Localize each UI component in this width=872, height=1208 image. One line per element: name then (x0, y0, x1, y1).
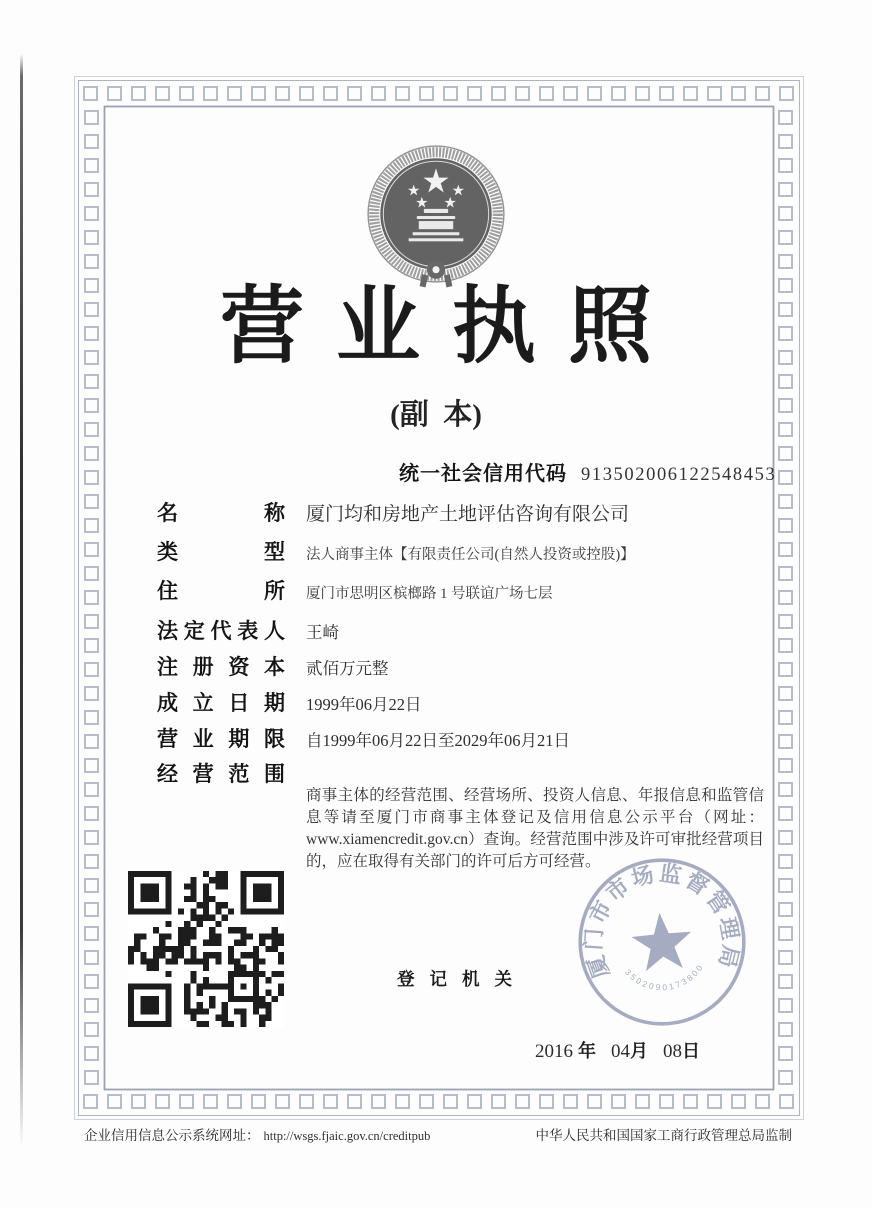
field-value-company-name: 厦门均和房地产土地评估咨询有限公司 (306, 504, 630, 525)
field-row-business-term (157, 727, 782, 752)
field-row-address (157, 580, 782, 604)
field-row-establish-date (157, 691, 782, 716)
field-value-entity-type: 法人商事主体【有限责任公司(自然人投资或控股)】 (306, 547, 635, 563)
issue-date-year: 2016 (535, 1041, 573, 1062)
license-fields (157, 499, 782, 884)
field-row-legal-representative (157, 619, 782, 644)
field-label-legal-representative: 法定代表人 (157, 620, 285, 643)
footer (84, 1124, 792, 1144)
credit-code-value: 913502006122548453 (581, 465, 777, 485)
registration-authority-label: 登记机关 (397, 969, 527, 989)
footer-site-label: 企业信用信息公示系统网址： (84, 1128, 260, 1143)
field-value-registered-capital: 贰佰万元整 (306, 659, 389, 678)
field-value-address: 厦门市思明区槟榔路 1 号联谊广场七层 (306, 586, 553, 602)
field-value-business-scope-note: 商事主体的经营范围、经营场所、投资人信息、年报信息和监管信息等请至厦门市商事主体登记及信用信息公示平台（网址：www.xiamencredit.gov.cn）查询。经营范围中涉及许可审批经营项目的，应在取得有关部门的许可后方可经营。 (306, 787, 764, 870)
field-label-business-term: 营业期限 (157, 728, 285, 751)
field-label-name: 名称 (157, 502, 285, 525)
field-label-type: 类型 (157, 541, 285, 564)
credit-code-label: 统一社会信用代码 (399, 463, 567, 485)
seal-text: 厦门市市场监督管理局 (580, 860, 744, 982)
field-label-registered-capital: 注册资本 (157, 656, 285, 679)
field-label-business-scope: 经营范围 (157, 763, 285, 786)
qr-code (128, 871, 284, 1027)
document-title: 营业执照 (219, 279, 684, 373)
official-seal (576, 856, 748, 1028)
issue-date-month: 04 (611, 1041, 631, 1062)
field-value-legal-representative: 王崎 (306, 623, 339, 642)
field-value-business-term: 自1999年06月22日至2029年06月21日 (306, 731, 570, 750)
field-row-registered-capital (157, 655, 782, 680)
field-value-establish-date: 1999年06月22日 (306, 695, 422, 714)
seal-star-icon (630, 910, 695, 972)
issue-date-day-label: 日 (682, 1041, 701, 1061)
credit-code-line (399, 457, 776, 486)
issue-date-year-label: 年 (578, 1041, 597, 1061)
issue-date-month-label: 月 (630, 1041, 649, 1061)
prc-national-emblem-icon (360, 140, 512, 292)
svg-text:3502090173800 (623, 961, 708, 996)
field-row-name (157, 499, 782, 526)
seal-code: 3502090173800 (623, 961, 706, 993)
issue-date-day: 08 (663, 1041, 683, 1062)
issue-date (535, 1037, 700, 1063)
field-label-address: 住所 (157, 580, 285, 603)
footer-site-url: http://wsgs.fjaic.gov.cn/creditpub (263, 1129, 431, 1143)
field-row-type (157, 541, 782, 565)
document-subtitle-duplicate-copy: (副 本) (390, 399, 482, 431)
footer-supervisor-text: 中华人民共和国国家工商行政管理总局监制 (535, 1128, 792, 1143)
field-label-establish-date: 成立日期 (157, 692, 285, 715)
